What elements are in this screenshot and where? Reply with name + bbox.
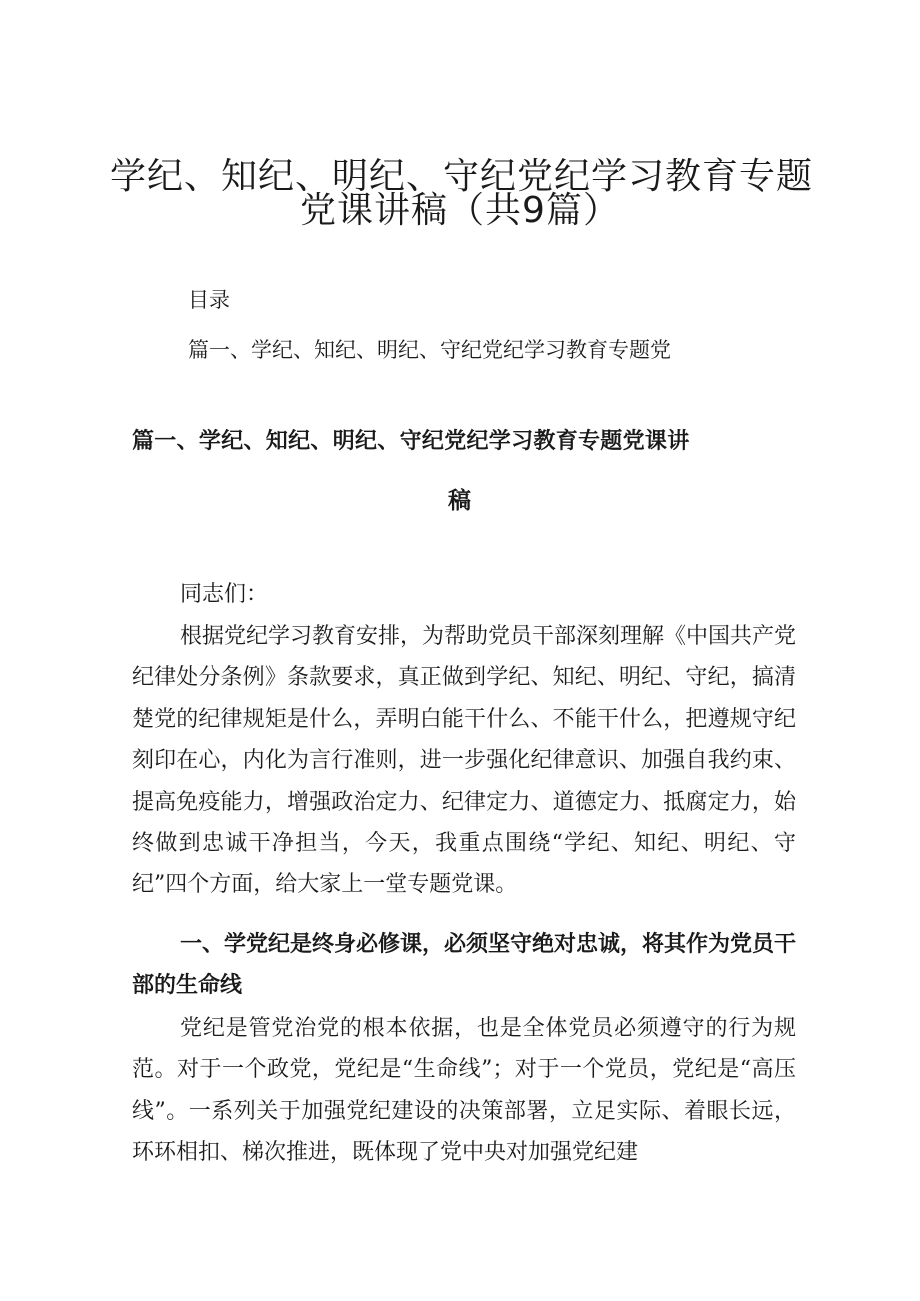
- greeting: 同志们：: [180, 582, 269, 607]
- section-heading-continuation: 稿: [448, 487, 471, 514]
- section-heading: 篇一、学纪、知纪、明纪、守纪党纪学习教育专题党课讲: [132, 428, 690, 454]
- paragraph-2: 党纪是管党治党的根本依据，也是全体党员必须遵守的行为规范。对于一个政党，党纪是“生命线”；对于一个党员，党纪是“高压线”。一系列关于加强党纪建设的决策部署，立足实际、着眼长远，环环相扣、梯次推进，既体现了党中央对加强党纪建: [132, 1016, 796, 1166]
- paragraph-intro: 根据党纪学习教育安排，为帮助党员干部深刻理解《中国共产党纪律处分条例》条款要求，真正做到学纪、知纪、明纪、守纪，搞清楚党的纪律规矩是什么，弄明白能干什么、不能干什么，把遵规守纪刻印在心，内化为言行准则，进一步强化纪律意识、加强自我约束、提高免疫能力，增强政治定力、纪律定力、道德定力、抵腐定力，始终做到忠诚干净担当，今天，我重点围绕“学纪、知纪、明纪、守纪”四个方面，给大家上一堂专题党课。: [132, 624, 797, 898]
- document-title-line-1: 学纪、知纪、明纪、守纪党纪学习教育专题: [110, 156, 814, 197]
- subheading-1: 一、学党纪是终身必修课，必须坚守绝对忠诚，将其作为党员干部的生命线: [132, 931, 797, 999]
- toc-heading: 目录: [188, 288, 230, 312]
- toc-item[interactable]: 篇一、学纪、知纪、明纪、守纪党纪学习教育专题党: [188, 338, 671, 362]
- document-title-line-2: 党课讲稿（共9篇）: [300, 190, 620, 231]
